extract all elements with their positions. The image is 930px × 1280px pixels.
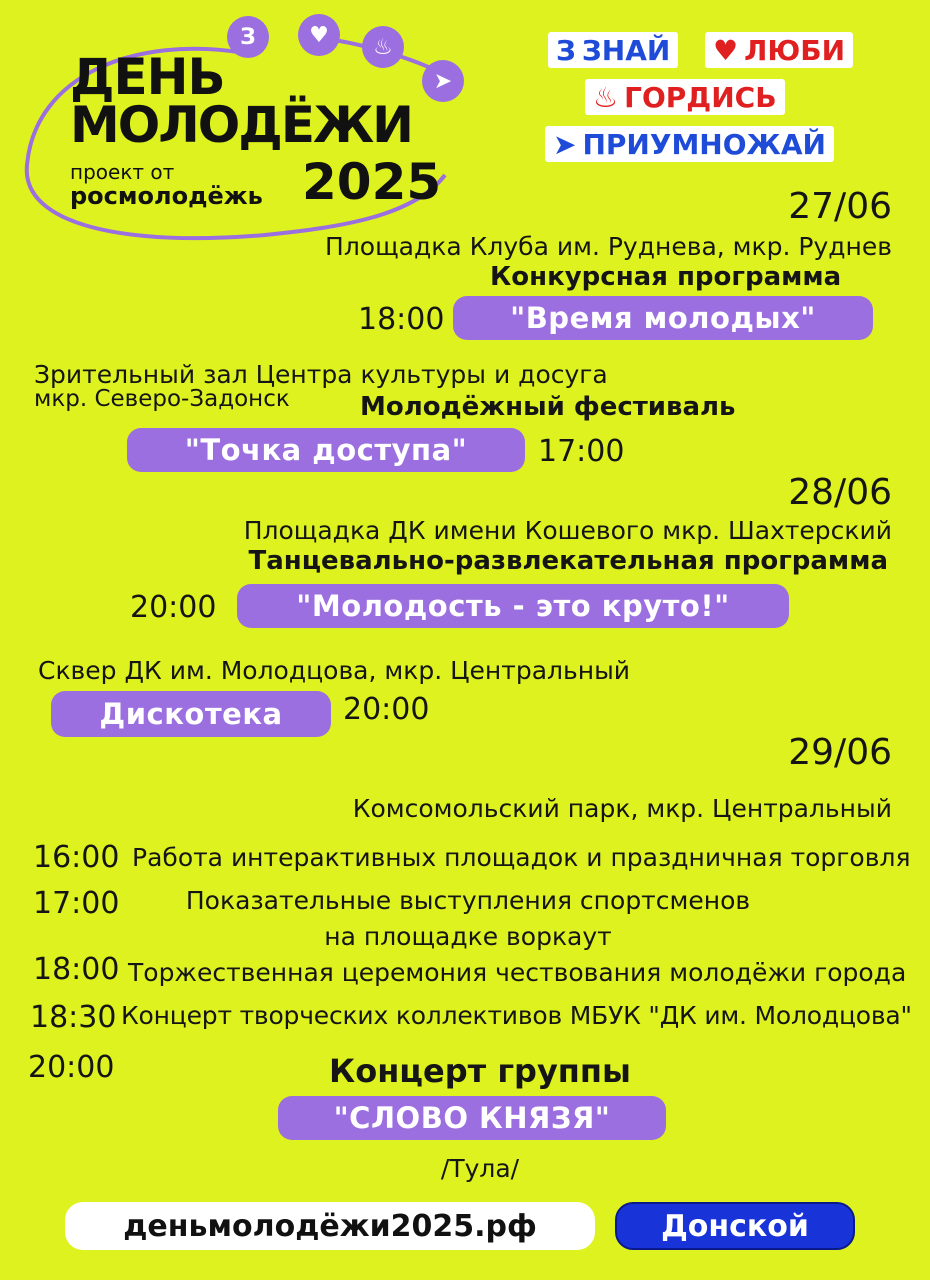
time-20-00-day3: 20:00 [28, 1050, 115, 1085]
event-type-konkurs: Конкурсная программа [490, 262, 842, 292]
z-icon: З [556, 33, 576, 67]
flame-circle-icon: ♨ [362, 26, 404, 68]
slogan-gordis: ♨ ГОРДИСЬ [585, 79, 785, 115]
event-type-festival: Молодёжный фестиваль [360, 392, 736, 422]
date-27-06: 27/06 [788, 186, 892, 227]
slogan-priumnozhai: ➤ ПРИУМНОЖАЙ [545, 126, 834, 162]
logo-year: 2025 [302, 153, 442, 211]
item-sport-line2: на площадке воркаут [324, 922, 612, 951]
venue-severo-zadonsk-line1: Зрительный зал Центра культуры и досуга [34, 360, 608, 389]
item-concert-collectives: Концерт творческих коллективов МБУК "ДК им. Молодцова" [121, 1001, 912, 1030]
flame-icon: ♨ [593, 80, 619, 114]
time-20-00-day2a: 20:00 [130, 590, 217, 625]
item-interactive-platforms: Работа интерактивных площадок и праздничная торговля [132, 843, 911, 872]
time-20-00-day2b: 20:00 [343, 692, 430, 727]
date-28-06: 28/06 [788, 472, 892, 513]
venue-koshevogo: Площадка ДК имени Кошевого мкр. Шахтерский [243, 516, 892, 545]
venue-severo-zadonsk-line2: мкр. Северо-Задонск [34, 386, 290, 412]
item-sport-line1: Показательные выступления спортсменов [185, 886, 751, 915]
logo-org: росмолодёжь [70, 182, 263, 210]
slogan-lyubi: ♥ ЛЮБИ [705, 32, 853, 68]
time-17-00-day1: 17:00 [538, 434, 625, 469]
event-name-molodost-kruto: "Молодость - это круто!" [237, 584, 789, 628]
date-29-06: 29/06 [788, 732, 892, 773]
slogan-znai: З ЗНАЙ [548, 32, 678, 68]
z-circle-icon: З [227, 16, 269, 58]
logo-title-line2: МОЛОДЁЖИ [70, 96, 413, 154]
time-18-30: 18:30 [30, 1000, 117, 1035]
time-16-00: 16:00 [33, 840, 120, 875]
event-name-tochka-dostupa: "Точка доступа" [127, 428, 525, 472]
item-ceremony: Торжественная церемония чествования молодёжи города [128, 958, 907, 987]
event-name-diskoteka: Дискотека [51, 691, 331, 737]
logo-title-line1: ДЕНЬ [70, 48, 225, 106]
band-city: /Тула/ [440, 1154, 520, 1183]
event-name-vremya-molodyh: "Время молодых" [453, 296, 873, 340]
heart-circle-icon: ♥ [298, 14, 340, 56]
event-type-dance: Танцевально-развлекательная программа [248, 546, 888, 576]
city-badge: Донской [615, 1202, 855, 1250]
time-18-00: 18:00 [33, 952, 120, 987]
venue-komsomolsky-park: Комсомольский парк, мкр. Центральный [352, 794, 892, 823]
time-17-00: 17:00 [33, 886, 120, 921]
website-link[interactable]: деньмолодёжи2025.рф [65, 1202, 595, 1250]
logo-project-label: проект от [70, 160, 175, 184]
venue-rudnev: Площадка Клуба им. Руднева, мкр. Руднев [325, 232, 892, 261]
arrow-icon: ➤ [553, 127, 577, 161]
band-name: "СЛОВО КНЯЗЯ" [278, 1096, 666, 1140]
venue-molodtsova: Сквер ДК им. Молодцова, мкр. Центральный [38, 656, 631, 685]
concert-title: Концерт группы [329, 1052, 631, 1090]
heart-icon: ♥ [713, 33, 739, 67]
time-18-00-day1: 18:00 [358, 302, 445, 337]
arrow-circle-icon: ➤ [422, 60, 464, 102]
